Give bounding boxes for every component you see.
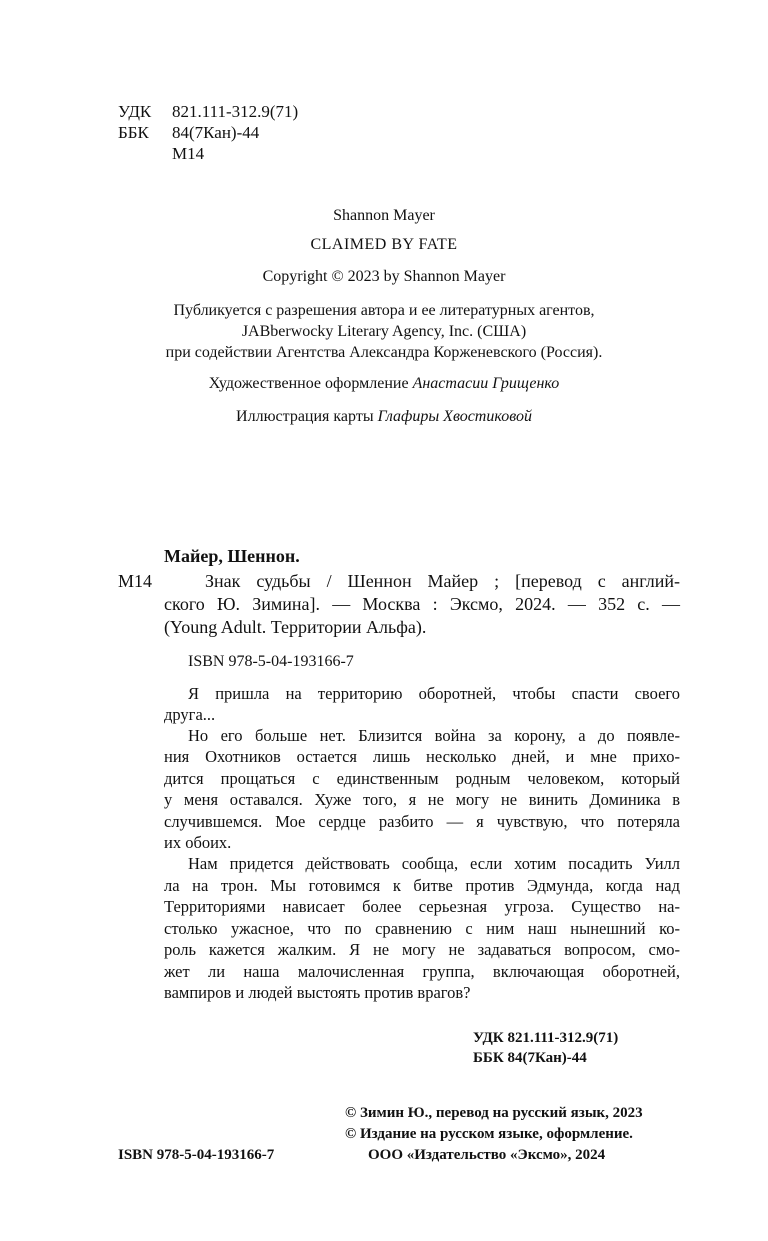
bottom-udk: УДК 821.111-312.9(71) (473, 1030, 619, 1046)
annotation-line: друга... (164, 705, 216, 724)
annotation-line: дится прощаться с единственным родным человеком, который (164, 769, 680, 788)
map-credit-prefix: Иллюстрация карты (236, 408, 378, 425)
bib-line: (Young Adult. Территории Альфа). (164, 617, 427, 637)
design-credit (0, 374, 768, 394)
rights-line: JABberwocky Literary Agency, Inc. (США) (241, 323, 527, 340)
copyright-translation: © Зимин Ю., перевод на русский язык, 2023 (345, 1105, 643, 1121)
udk-value: 821.111-312.9(71) (172, 102, 299, 121)
annotation-line: Я пришла на территорию оборотней, чтобы спасти своего (188, 684, 680, 703)
copyright-edition: © Издание на русском языке, оформление. (345, 1126, 633, 1142)
bbk-value: 84(7Кан)-44 (172, 123, 260, 142)
annotation-line: ла на трон. Мы готовимся к битве против Эдмунда, когда над (164, 876, 680, 895)
annotation-line: случившемся. Мое сердце разбито — я чувствую, что потеряла (164, 812, 680, 831)
annotation-line: роль кажется жалким. Я не могу не задаваться вопросом, смо- (164, 940, 680, 959)
annotation-line: Территориями нависает более серьезная угроза. Существо на- (164, 897, 680, 916)
udk-label: УДК (118, 102, 152, 121)
annotation-line: у меня оставался. Хуже того, я не могу не винить Доминика в (164, 790, 680, 809)
map-credit (0, 407, 768, 427)
annotation-line: столько ужасное, что по сравнению с ним наш нынешний ко- (164, 919, 680, 938)
bib-isbn: ISBN 978-5-04-193166-7 (188, 653, 354, 670)
annotation-line: Но его больше нет. Близится война за корону, а до появле- (188, 726, 680, 745)
rights-line: Публикуется с разрешения автора и ее литературных агентов, (173, 302, 595, 319)
map-credit-name: Глафиры Хвостиковой (377, 408, 532, 425)
bib-line: Знак судьбы / Шеннон Майер ; [перевод с англий- (205, 571, 680, 591)
original-author: Shannon Mayer (333, 207, 435, 224)
bbk-label: ББК (118, 123, 149, 142)
copyright-publisher: ООО «Издательство «Эксмо», 2024 (368, 1147, 606, 1163)
rights-line: при содействии Агентства Александра Корженевского (Россия). (165, 344, 603, 361)
annotation-line: жет ли наша малочисленная группа, включающая оборотней, (164, 962, 680, 981)
bib-sign: М14 (118, 571, 153, 591)
design-credit-name: Анастасии Грищенко (412, 375, 560, 392)
bib-author-heading: Майер, Шеннон. (164, 546, 300, 566)
bottom-bbk: ББК 84(7Кан)-44 (473, 1050, 587, 1066)
annotation-line: вампиров и людей выстоять против врагов? (164, 983, 471, 1002)
annotation-line: их обоих. (164, 833, 232, 852)
footer-isbn: ISBN 978-5-04-193166-7 (118, 1147, 275, 1163)
annotation-line: Нам придется действовать сообща, если хотим посадить Уилл (188, 854, 680, 873)
author-sign: М14 (172, 144, 205, 163)
original-title: CLAIMED BY FATE (310, 236, 458, 253)
original-copyright: Copyright © 2023 by Shannon Mayer (262, 268, 506, 285)
design-credit-prefix: Художественное оформление (208, 375, 413, 392)
annotation-line: ния Охотников остается лишь несколько дней, и мне прихо- (164, 747, 680, 766)
bib-line: ского Ю. Зимина]. — Москва : Эксмо, 2024. — 352 с. — (164, 594, 680, 614)
